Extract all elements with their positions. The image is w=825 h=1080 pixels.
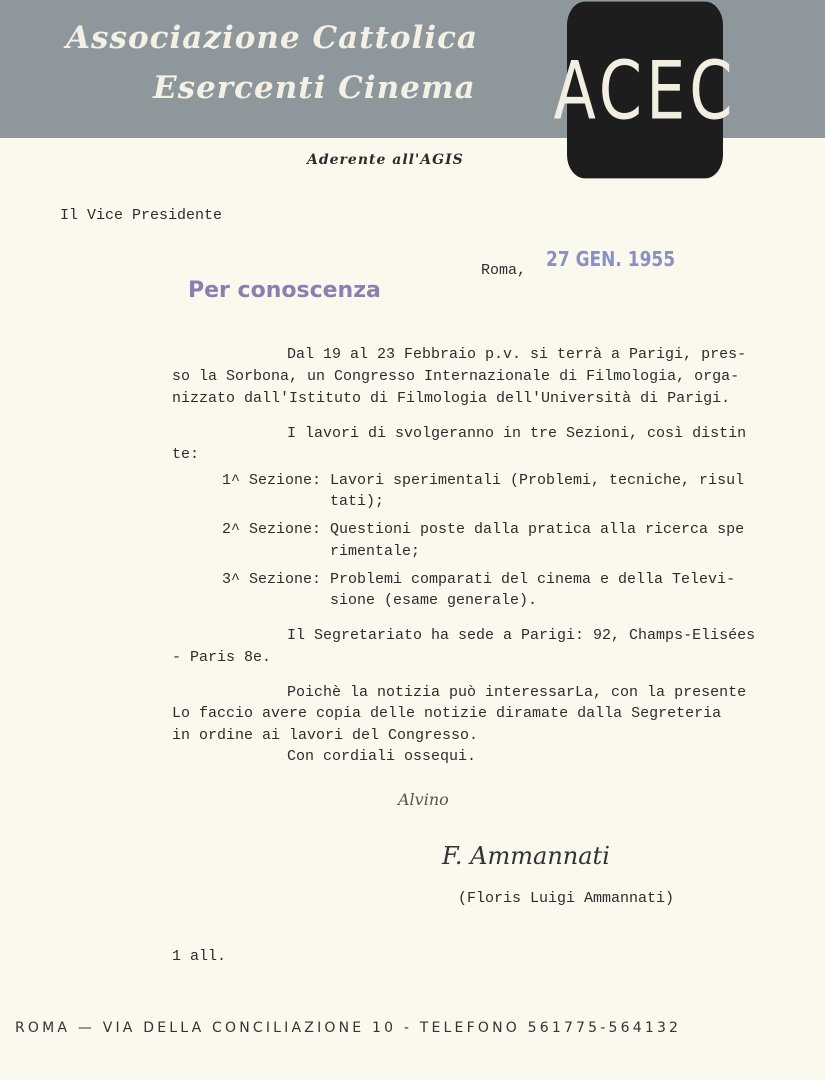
place: Roma, — [481, 262, 527, 279]
body-line: Poichè la notizia può interessarLa, con la presente — [287, 684, 747, 701]
section-label: 2^ Sezione: — [222, 521, 322, 538]
closing: Con cordiali ossequi. — [287, 748, 477, 765]
sender-title: Il Vice Presidente — [60, 207, 223, 224]
section-label: 3^ Sezione: — [222, 571, 322, 588]
section-line: Problemi comparati del cinema e della Televi- — [330, 571, 736, 588]
section-line: tati); — [330, 493, 385, 510]
section-label: 1^ Sezione: — [222, 472, 322, 489]
signatory-name: (Floris Luigi Ammannati) — [458, 890, 675, 907]
body-line: Dal 19 al 23 Febbraio p.v. si terrà a Parigi, pres- — [287, 346, 747, 363]
body-line: Il Segretariato ha sede a Parigi: 92, Champs-Elisées — [287, 627, 756, 644]
attachments: 1 all. — [172, 948, 227, 965]
footer-address: ROMA — VIA DELLA CONCILIAZIONE 10 - TELEFONO 561775-564132 — [15, 1020, 682, 1036]
body-line: so la Sorbona, un Congresso Internazionale di Filmologia, orga- — [172, 368, 740, 385]
date-stamp: 27 GEN. 1955 — [546, 248, 676, 272]
affiliation: Aderente all'AGIS — [307, 152, 464, 168]
org-name-line2: Esercenti Cinema — [153, 70, 476, 106]
handwritten-signature: F. Ammannati — [442, 842, 610, 870]
per-conoscenza-stamp: Per conoscenza — [188, 278, 381, 303]
org-name-line1: Associazione Cattolica — [66, 20, 479, 56]
initials-signature: Alvino — [398, 790, 449, 809]
body-line: Lo faccio avere copia delle notizie diramate dalla Segreteria — [172, 705, 722, 722]
body-line: te: — [172, 446, 200, 463]
body-line: - Paris 8e. — [172, 649, 272, 666]
body-line: I lavori di svolgeranno in tre Sezioni, così distin — [287, 425, 747, 442]
acec-logo: ACEC — [567, 2, 723, 179]
section-line: Lavori sperimentali (Problemi, tecniche, risul — [330, 472, 745, 489]
body-line: nizzato dall'Istituto di Filmologia dell'Università di Parigi. — [172, 390, 731, 407]
body-line: in ordine ai lavori del Congresso. — [172, 727, 479, 744]
section-line: sione (esame generale). — [330, 592, 538, 609]
section-line: Questioni poste dalla pratica alla ricerca spe — [330, 521, 745, 538]
section-line: rimentale; — [330, 543, 421, 560]
